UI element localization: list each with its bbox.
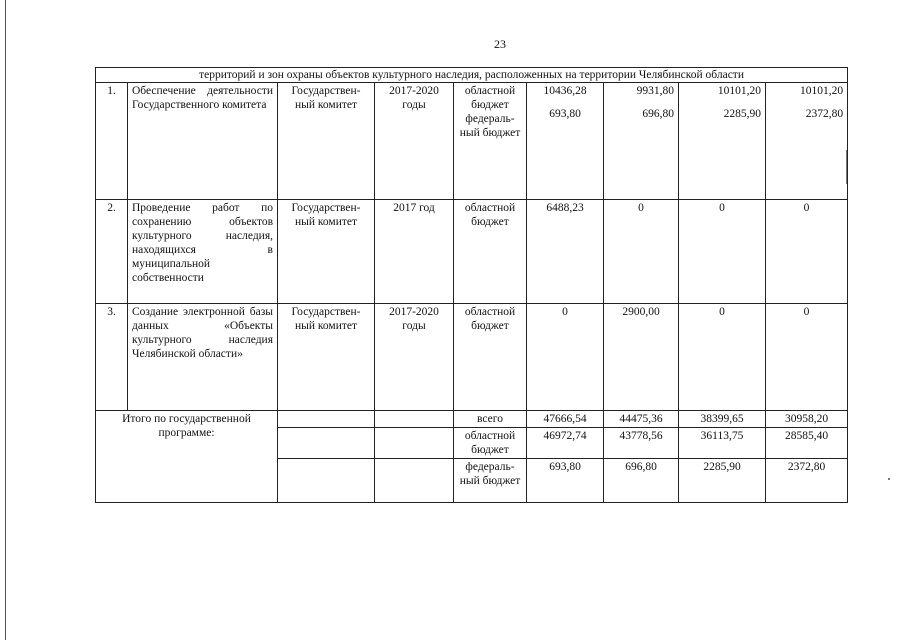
amount: 2900,00 (604, 304, 679, 411)
total-funding-source: областной бюджет (454, 428, 527, 459)
section-header: территорий и зон охраны объектов культурного наследия, расположенных на территории Челябинской области (96, 68, 848, 83)
amount: 0 (766, 200, 848, 304)
row-number: 1. (96, 83, 128, 200)
amount: 10436,28 (543, 85, 587, 97)
amount: 2372,80 (805, 108, 844, 120)
total-amount: 46972,74 (527, 428, 604, 459)
amount-cell (604, 83, 679, 200)
section-header-row (96, 68, 848, 83)
empty-cell (375, 411, 454, 428)
table-row (96, 83, 848, 200)
amount: 6488,23 (527, 200, 604, 304)
total-amount: 696,80 (604, 459, 679, 503)
activity-name: Обеспечение деятельности Государственного комитета (128, 83, 278, 200)
total-amount: 693,80 (527, 459, 604, 503)
total-funding-source: федераль-ный бюджет (454, 459, 527, 503)
implementation-period: 2017-2020 годы (375, 83, 454, 200)
amount: 693,80 (549, 108, 581, 120)
scan-left-edge-line (5, 0, 6, 640)
table-row (96, 200, 848, 304)
program-table (95, 67, 848, 503)
total-amount: 43778,56 (604, 428, 679, 459)
total-amount: 30958,20 (766, 411, 848, 428)
scan-speck (888, 478, 890, 480)
total-row (96, 411, 848, 428)
responsible-executor: Государствен-ный комитет (278, 200, 375, 304)
amount-cell (679, 83, 766, 200)
amount: 10101,20 (799, 85, 844, 97)
total-amount: 2285,90 (679, 459, 766, 503)
empty-cell (278, 411, 375, 428)
total-amount: 38399,65 (679, 411, 766, 428)
amount: 0 (527, 304, 604, 411)
implementation-period: 2017-2020 годы (375, 304, 454, 411)
total-amount: 28585,40 (766, 428, 848, 459)
amount: 0 (679, 304, 766, 411)
total-amount: 47666,54 (527, 411, 604, 428)
total-amount: 36113,75 (679, 428, 766, 459)
empty-cell (375, 459, 454, 503)
funding-source: федераль-ный бюджет (459, 113, 521, 139)
page-number: 23 (494, 37, 506, 51)
funding-source: областной бюджет (454, 200, 527, 304)
amount: 696,80 (642, 108, 674, 120)
funding-sources (454, 83, 527, 200)
funding-source: областной бюджет (464, 85, 516, 111)
implementation-period: 2017 год (375, 200, 454, 304)
amount: 0 (679, 200, 766, 304)
empty-cell (278, 428, 375, 459)
amount: 0 (766, 304, 848, 411)
activity-name: Проведение работ по сохранению объектов культурного наследия, находящихся в муниципальной собственности (128, 200, 278, 304)
total-amount: 44475,36 (604, 411, 679, 428)
empty-cell (375, 428, 454, 459)
amount-cell (527, 83, 604, 200)
amount: 0 (604, 200, 679, 304)
row-number: 2. (96, 200, 128, 304)
row-number: 3. (96, 304, 128, 411)
amount: 9931,80 (636, 85, 674, 97)
responsible-executor: Государствен-ный комитет (278, 304, 375, 411)
amount: 2285,90 (723, 108, 761, 120)
empty-cell (278, 459, 375, 503)
responsible-executor: Государствен-ный комитет (278, 83, 375, 200)
activity-name: Создание электронной базы данных «Объекты культурного наследия Челябинской области» (128, 304, 278, 411)
amount-cell (766, 83, 848, 200)
table-row (96, 304, 848, 411)
total-funding-source: всего (454, 411, 527, 428)
total-label: Итого по государственной программе: (96, 411, 278, 503)
amount: 10101,20 (717, 85, 761, 97)
total-amount: 2372,80 (766, 459, 848, 503)
funding-source: областной бюджет (454, 304, 527, 411)
